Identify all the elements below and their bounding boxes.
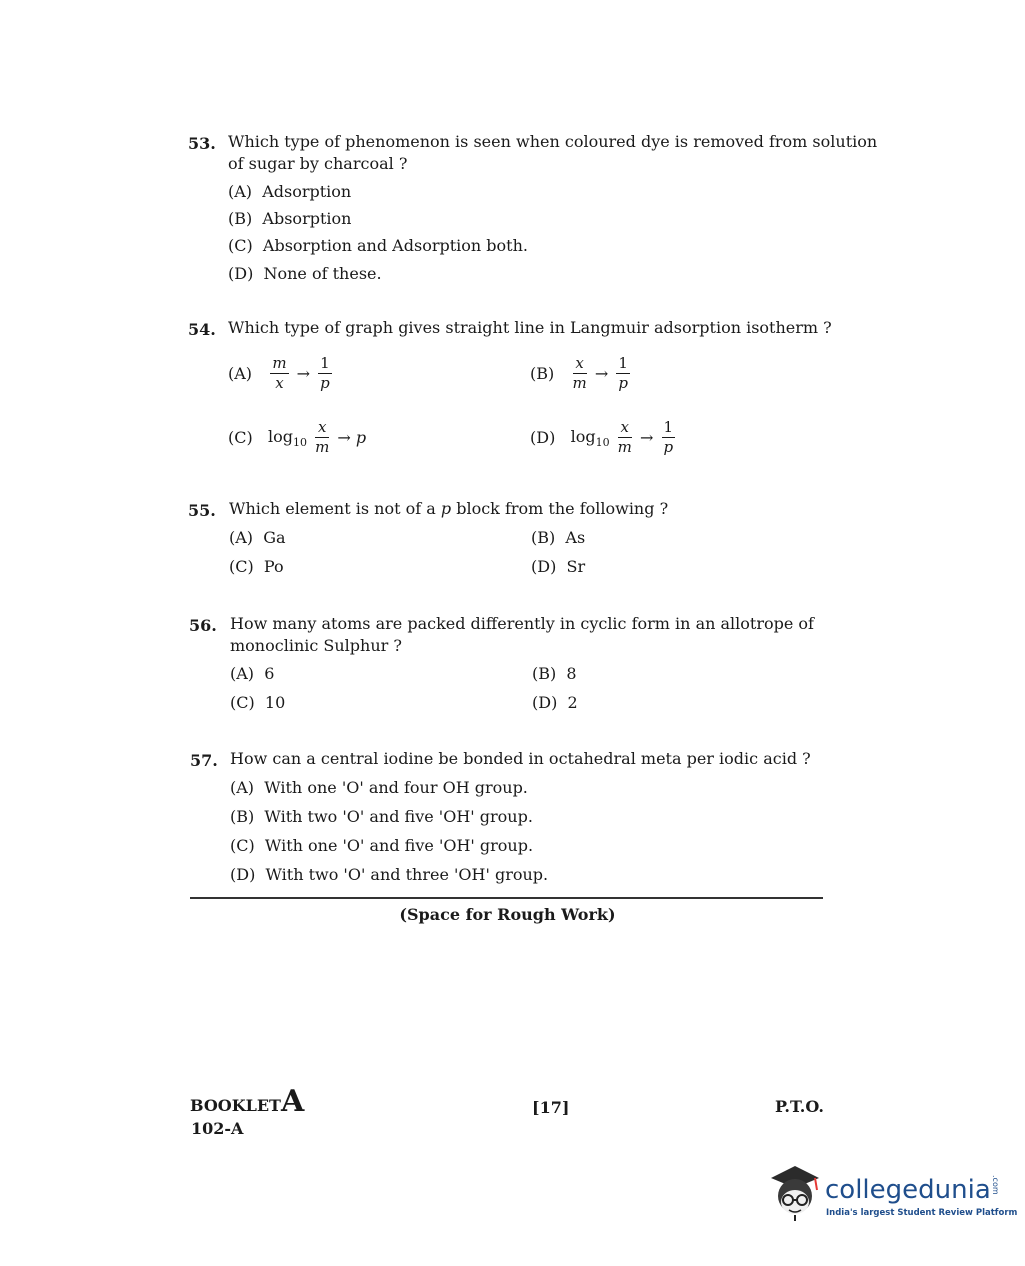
q55-text: Which element is not of a p block from the following ? [229,499,669,518]
option-text: With one 'O' and four OH group. [264,778,528,797]
fraction-1-over-p: $\frac{1}{p}$ [618,354,628,392]
arrow: → [640,428,654,447]
option-text: None of these. [263,264,382,283]
option-text: Absorption [262,209,352,228]
pto-label: P.T.O. [775,1097,824,1116]
option-label: (D) [531,557,557,576]
log-term: $\log_{10}$ [570,426,610,449]
option-label: (A) [228,182,253,201]
q56-text-line1: How many atoms are packed differently in cyclic form in an allotrope of [230,614,814,633]
q55-option-d [531,557,585,576]
fraction-x-over-m: $\frac{x}{m}$ [315,418,330,456]
option-label: (A) [229,528,254,547]
option-label: (B) [531,528,556,547]
option-label: (A) [228,364,253,383]
option-label: (B) [530,364,555,383]
option-label: (C) [228,428,253,447]
rhs-p: p [355,428,367,447]
arrow: → [594,364,609,383]
q56-option-d [532,693,578,712]
collegedunia-mascot-icon [765,1160,825,1225]
q54-option-c [228,419,366,456]
q54-option-a [228,355,335,392]
q57-option-b [230,807,533,826]
log-term: $\log_{10}$ [268,426,307,449]
option-text: Po [263,557,284,576]
option-text: With one 'O' and five 'OH' group. [264,836,534,855]
fraction-1-over-p: $\frac{1}{p}$ [320,354,330,392]
q57-option-c [230,836,533,855]
q54-text-line1: Which type of graph gives straight line in Langmuir adsorption isotherm ? [228,318,832,337]
option-text: With two 'O' and five 'OH' group. [264,807,533,826]
q54-option-b [530,355,633,392]
q53-option-c [228,236,528,255]
q54-number: 54. [188,320,216,339]
option-label: (A) [230,664,255,683]
option-label: (D) [530,428,556,447]
fraction-x-over-m: $\frac{x}{m}$ [617,418,632,456]
fraction-m-over-x: $\frac{m}{x}$ [272,354,287,392]
q53-option-b [228,209,351,228]
arrow: → [337,428,351,447]
collegedunia-wordmark: collegedunia.com [825,1175,1000,1205]
option-text: Absorption and Adsorption both. [262,236,528,255]
booklet-code: 102-A [191,1119,244,1138]
option-label: (C) [228,236,253,255]
q53-text-line1: Which type of phenomenon is seen when coloured dye is removed from solution [228,132,878,151]
fraction-1-over-p: $\frac{1}{p}$ [663,418,674,456]
q56-number: 56. [189,616,217,635]
q53-option-d [228,264,382,283]
q55-number: 55. [188,501,216,520]
q56-option-a [230,664,274,683]
q53-number: 53. [188,134,216,153]
booklet-label: BOOKLETA [190,1084,305,1119]
q55-option-a [229,528,286,547]
q53-text-line2: of sugar by charcoal ? [228,154,408,173]
rough-work-divider [190,897,823,899]
q53-option-a [228,182,351,201]
option-text: 8 [566,664,577,683]
option-text: Ga [263,528,286,547]
option-label: (D) [228,264,254,283]
option-label: (B) [228,209,253,228]
option-label: (A) [230,778,255,797]
q57-number: 57. [190,751,218,770]
q55-option-c [229,557,284,576]
option-label: (D) [532,693,558,712]
option-text: With two 'O' and three 'OH' group. [265,865,549,884]
collegedunia-tagline: India's largest Student Review Platform [826,1208,1018,1218]
option-text: 10 [264,693,286,712]
option-label: (B) [532,664,557,683]
option-label: (B) [230,807,255,826]
rough-work-label: (Space for Rough Work) [399,905,616,924]
arrow: → [296,364,311,383]
option-text: 6 [264,664,275,683]
q56-option-b [532,664,577,683]
option-label: (C) [230,836,255,855]
q56-option-c [230,693,285,712]
q57-text-line1: How can a central iodine be bonded in octahedral meta per iodic acid ? [230,749,811,768]
q56-text-line2: monoclinic Sulphur ? [230,636,402,655]
option-text: Adsorption [262,182,352,201]
fraction-x-over-m: $\frac{x}{m}$ [572,354,587,392]
option-label: (C) [229,557,254,576]
option-text: 2 [567,693,578,712]
option-text: As [565,528,586,547]
q57-option-a [230,778,528,797]
option-label: (D) [230,865,256,884]
option-text: Sr [566,557,586,576]
q57-option-d [230,865,548,884]
q55-option-b [531,528,585,547]
q54-option-d [530,419,678,456]
option-label: (C) [230,693,255,712]
page-number: [17] [532,1098,570,1117]
